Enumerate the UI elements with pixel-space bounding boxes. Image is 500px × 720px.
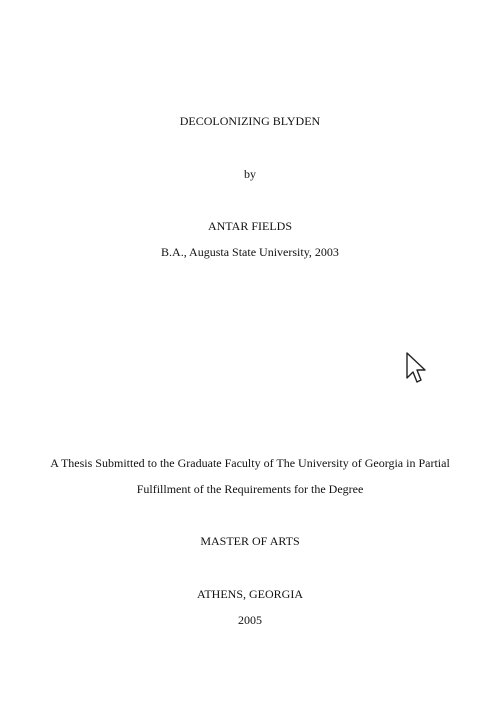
mouse-pointer-icon xyxy=(406,352,428,384)
author-name: ANTAR FIELDS xyxy=(207,219,293,233)
by-line: by xyxy=(244,167,256,181)
submission-statement-line-1: A Thesis Submitted to the Graduate Faculty of The University of Georgia in Partial xyxy=(50,456,450,470)
degree-name: MASTER OF ARTS xyxy=(200,534,300,548)
location: ATHENS, GEORGIA xyxy=(197,587,303,601)
prior-degree: B.A., Augusta State University, 2003 xyxy=(161,245,339,259)
thesis-title: DECOLONIZING BLYDEN xyxy=(179,114,321,128)
submission-statement-line-2: Fulfillment of the Requirements for the Degree xyxy=(136,482,364,496)
year: 2005 xyxy=(238,613,262,627)
